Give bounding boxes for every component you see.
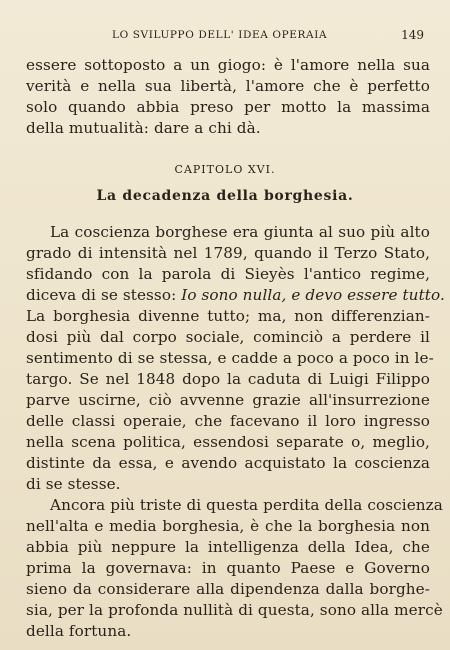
text-line: distinte da essa, e avendo acquistato la coscienza — [26, 454, 430, 472]
page-number: 149 — [401, 28, 424, 42]
chapter-title: La decadenza della borghesia. — [96, 188, 354, 204]
text-line: sieno da considerare alla dipendenza dalla borghe- — [26, 580, 430, 598]
running-title: LO SVILUPPO DELL' IDEA OPERAIA — [112, 29, 328, 41]
text-line: dosi più dal corpo sociale, cominciò a perdere il — [26, 328, 430, 346]
text-line: della fortuna. — [26, 622, 132, 640]
text-line: verità e nella sua libertà, l'amore che è perfetto — [26, 77, 430, 95]
text-line: targo. Se nel 1848 dopo la caduta di Luigi Filippo — [26, 370, 430, 388]
chapter-number: CAPITOLO XVI. — [174, 163, 276, 176]
text-line: sia, per la profonda nullità di questa, sono alla mercè — [26, 601, 443, 619]
text-line: La coscienza borghese era giunta al suo più alto — [50, 223, 430, 241]
text-line: Ancora più triste di questa perdita della coscienza — [50, 496, 443, 514]
text-line: solo quando abbia preso per motto la massima — [26, 98, 430, 116]
text-line: della mutualità: dare a chi dà. — [26, 119, 261, 137]
text-line: parve uscirne, ciò avvenne grazie all'insurrezione — [26, 391, 430, 409]
text-line: nell'alta e media borghesia, è che la borghesia non — [26, 517, 430, 535]
text-line: essere sottoposto a un giogo: è l'amore nella sua — [26, 56, 430, 74]
text-line: di se stesse. — [26, 475, 121, 493]
text-line: sentimento di se stessa, e cadde a poco a poco in le- — [26, 349, 434, 367]
text-line: nella scena politica, essendosi separate o, meglio, — [26, 433, 430, 451]
italic-quote: Io sono nulla, e devo essere tutto. — [181, 286, 445, 304]
text-line: La borghesia divenne tutto; ma, non differenzian- — [26, 307, 430, 325]
text-line: delle classi operaie, che facevano il loro ingresso — [26, 412, 430, 430]
text-line: prima la governava: in quanto Paese e Governo — [26, 559, 430, 577]
text-line: abbia più neppure la intelligenza della Idea, che — [26, 538, 430, 556]
text-line: grado di intensità nel 1789, quando il Terzo Stato, — [26, 244, 430, 262]
text-line-mixed — [26, 285, 445, 306]
running-header — [0, 27, 450, 43]
text-segment: diceva di se stesso: — [26, 286, 182, 304]
text-line: sfidando con la parola di Sieyès l'antico regime, — [26, 265, 430, 283]
